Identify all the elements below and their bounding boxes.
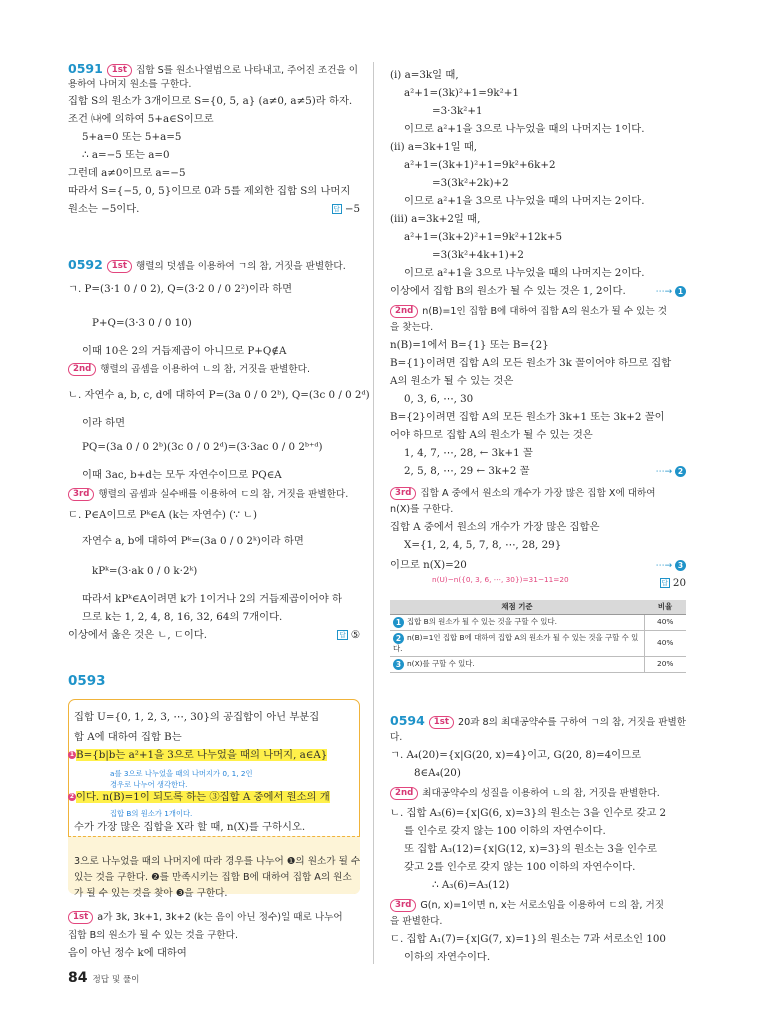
text-line: [390, 502, 453, 517]
text-line: [82, 130, 181, 144]
score-criteria: [390, 614, 644, 630]
text-line: [68, 362, 310, 377]
text-line: [68, 112, 214, 126]
line-text: n(B)=1에서 B={1} 또는 B={2}: [390, 339, 549, 351]
step-circle: 2: [675, 466, 686, 477]
text-line: [390, 428, 593, 442]
text-line: [68, 388, 370, 402]
text-line: [390, 914, 442, 929]
answer-value: −5: [344, 203, 360, 215]
line-text: (ⅲ) a=3k+2일 때,: [390, 213, 481, 225]
line-text: 따라서 S={−5, 0, 5}이므로 0과 5를 제외한 집합 S의 나머지: [68, 185, 351, 197]
text-line: [404, 392, 473, 406]
text-line: [404, 464, 530, 478]
text-line: [74, 710, 319, 724]
text-line: [404, 538, 561, 552]
score-ratio: 20%: [644, 656, 686, 672]
line-text: 있는 것을 구한다. ❷를 만족시키는 집합 B에 대하여 집합 A의 원소: [74, 872, 352, 883]
text-line: [68, 910, 343, 925]
text-line: [68, 487, 348, 502]
line-text: 이므로 a²+1을 3으로 나누었을 때의 나머지는 2이다.: [404, 267, 645, 279]
line-text: a²+1=(3k)²+1=9k²+1: [404, 87, 519, 99]
line-text: 집합 A 중에서 원소의 개수가 가장 많은 집합은: [390, 521, 600, 533]
text-line: [82, 592, 342, 606]
step-tag: 1st: [68, 911, 93, 924]
line-text: ㄷ. P∈A이므로 Pᵏ∈A (k는 자연수) (∵ ㄴ): [68, 509, 258, 521]
text-line: [68, 628, 207, 642]
line-text: a를 3으로 나누었을 때의 나머지가 0, 1, 2인: [110, 769, 253, 778]
line-text: B={2}이려면 집합 A의 모든 원소가 3k+1 또는 3k+2 꼴이: [390, 411, 665, 423]
line-text: 집합 S를 원소나열법으로 나타내고, 주어진 조건을 이: [136, 65, 359, 76]
text-line: [74, 870, 352, 885]
line-text: a²+1=(3k+2)²+1=9k²+12k+5: [404, 231, 563, 243]
step-tag: 2nd: [390, 305, 418, 318]
line-text: 이다. n(B)=1이 되도록 하는 ③집합 A 중에서 원소의 개: [76, 791, 330, 803]
line-text: 합 A에 대하여 집합 B는: [74, 731, 182, 743]
step-circle: 1: [675, 286, 686, 297]
score-criteria: [390, 630, 644, 656]
answer: [337, 628, 360, 642]
line-text: G(n, x)=1이면 n, x는 서로소임을 이용하여 ㄷ의 참, 거짓: [420, 900, 665, 911]
problem-number: 0591: [68, 61, 103, 76]
line-text: 따라서 kPᵏ∈A이려면 k가 1이거나 2의 거듭제곱이어야 하: [82, 593, 342, 605]
line-text: 어야 하므로 집합 A의 원소가 될 수 있는 것은: [390, 429, 593, 441]
text-line: [404, 86, 519, 100]
line-text: 이상에서 옳은 것은 ㄴ, ㄷ이다.: [68, 629, 207, 641]
score-ratio: 40%: [644, 630, 686, 656]
text-line: [68, 94, 352, 108]
line-text: 수가 가장 많은 집합을 X라 할 때, n(X)를 구하시오.: [74, 821, 306, 833]
score-text: n(X)를 구할 수 있다.: [407, 659, 475, 668]
line-text: 집합 U={0, 1, 2, 3, ⋯, 30}의 공집합이 아닌 부분집: [74, 711, 320, 723]
answer-icon: 답: [661, 579, 668, 587]
text-line: [68, 928, 238, 943]
line-text: (ⅰ) a=3k일 때,: [390, 69, 459, 81]
line-text: 을 판별한다.: [390, 916, 443, 927]
text-line: [92, 564, 197, 578]
text-line: [68, 77, 191, 92]
answer-icon: 답: [333, 205, 340, 213]
text-line: [404, 158, 556, 172]
text-line: [432, 572, 569, 587]
line-text: ∴ A₃(6)=A₃(12): [432, 879, 510, 891]
arrow-icon: ⋯→: [655, 561, 675, 571]
text-line: [68, 202, 139, 216]
text-line: [390, 806, 666, 820]
line-text: X={1, 2, 4, 5, 7, 8, ⋯, 28, 29}: [404, 539, 562, 551]
text-line: [82, 148, 170, 162]
line-text: 행렬의 곱셈과 실수배를 이용하여 ㄷ의 참, 거짓을 판별한다.: [98, 489, 349, 500]
text-line: [390, 68, 459, 82]
line-text: 자연수 a, b에 대하여 Pᵏ=(3a 0 / 0 2ᵏ)이라 하면: [82, 535, 304, 547]
line-text: 이때 3ac, b+d는 모두 자연수이므로 PQ∈A: [82, 469, 282, 481]
step-tag: 3rd: [390, 487, 416, 500]
text-line: [68, 282, 292, 296]
text-line: [390, 486, 656, 501]
line-text: 조건 ㈏에 의하여 5+a∈S이므로: [68, 113, 214, 125]
line-text: 집합 A 중에서 원소의 개수가 가장 많은 집합 X에 대하여: [420, 488, 656, 499]
score-header-ratio: 비율: [644, 600, 686, 614]
answer-value: ⑤: [350, 629, 360, 641]
text-line: [390, 786, 660, 801]
step-circle: 3: [393, 659, 404, 670]
step-tag: 1st: [107, 64, 132, 77]
line-text: n(X)를 구한다.: [390, 504, 454, 515]
line-text: ㄴ. 집합 A₃(6)={x|G(6, x)=3}의 원소는 3을 인수로 갖고 2: [390, 807, 667, 819]
text-line: [82, 468, 282, 482]
text-line: [68, 258, 346, 274]
text-line: [390, 730, 402, 745]
text-line: [404, 230, 562, 244]
text-line: [74, 886, 227, 901]
text-line: [82, 416, 125, 430]
line-text: a가 3k, 3k+1, 3k+2 (k는 음이 아닌 정수)일 때로 나누어: [97, 912, 343, 923]
line-text: B={b|b는 a²+1을 3으로 나누었을 때의 나머지, a∈A}: [76, 749, 328, 761]
line-text: 3으로 나누었을 때의 나머지에 따라 경우를 나누어 ❶의 원소가 될 수: [74, 856, 361, 867]
line-text: 이때 10은 2의 거듭제곱이 아니므로 P+Q∉A: [82, 345, 287, 357]
text-line: [390, 304, 667, 319]
line-text: 집합 S의 원소가 3개이므로 S={0, 5, a} (a≠0, a≠5)라 하자.: [68, 95, 353, 107]
line-text: n(U)−n({0, 3, 6, ⋯, 30})=31−11=20: [432, 575, 569, 584]
text-line: [68, 946, 187, 960]
text-line: [404, 860, 635, 874]
line-text: 를 인수로 갖지 않는 100 이하의 자연수이다.: [404, 825, 606, 837]
line-text: 경우로 나누어 생각한다.: [110, 780, 188, 789]
text-line: [82, 344, 286, 358]
text-line: [404, 824, 606, 838]
arrow-icon: ⋯→: [655, 467, 675, 477]
text-line: [68, 508, 257, 522]
line-text: =3(3k²+2k)+2: [432, 177, 509, 189]
problem-number: 0593: [68, 673, 106, 689]
text-line: [68, 674, 110, 689]
line-text: 이상에서 집합 B의 원소가 될 수 있는 것은 1, 2이다.: [390, 285, 626, 297]
line-text: ㄴ. 자연수 a, b, c, d에 대하여 P=(3a 0 / 0 2ᵇ), Q=(3c 0 / 0 2ᵈ): [68, 389, 370, 401]
line-text: B={1}이려면 집합 A의 모든 원소가 3k 꼴이어야 하므로 집합: [390, 357, 672, 369]
answer-value: 20: [672, 577, 686, 589]
text-line: [82, 610, 282, 624]
line-text: a²+1=(3k+1)²+1=9k²+6k+2: [404, 159, 556, 171]
step-tag: 3rd: [390, 899, 416, 912]
line-text: 행렬의 덧셈을 이용하여 ㄱ의 참, 거짓을 판별한다.: [136, 261, 346, 272]
score-text: 집합 B의 원소가 될 수 있는 것을 구할 수 있다.: [407, 617, 557, 626]
text-line: [404, 266, 645, 280]
line-text: 집합 B의 원소가 1개이다.: [110, 809, 193, 818]
score-row: [390, 656, 686, 672]
line-text: 갖고 2를 인수로 갖지 않는 100 이하의 자연수이다.: [404, 861, 636, 873]
problem-number: 0594: [390, 713, 425, 728]
condition-marker: 1: [69, 751, 75, 758]
line-text: ㄱ. A₄(20)={x|G(20, x)=4}이고, G(20, 8)=4이므로: [390, 749, 642, 761]
line-text: 을 찾는다.: [390, 322, 434, 333]
step-circle: 3: [675, 560, 686, 571]
text-line: [74, 730, 182, 744]
text-line: [390, 212, 480, 226]
step-tag: 2nd: [68, 363, 96, 376]
step-circle: 1: [393, 617, 404, 628]
line-text: 이므로 a²+1을 3으로 나누었을 때의 나머지는 2이다.: [404, 195, 645, 207]
text-line: [390, 748, 641, 762]
line-text: 5+a=0 또는 5+a=5: [82, 131, 182, 143]
line-text: ∴ a=−5 또는 a=0: [82, 149, 170, 161]
line-text: 가 될 수 있는 것을 찾아 ❸을 구한다.: [74, 888, 228, 899]
text-line: [390, 714, 686, 730]
line-text: 원소는 −5이다.: [68, 203, 140, 215]
step-tag: 1st: [429, 716, 454, 729]
line-text: 행렬의 곱셈을 이용하여 ㄴ의 참, 거짓을 판별한다.: [100, 364, 310, 375]
text-line: [390, 284, 626, 298]
line-text: 이므로 n(X)=20: [390, 559, 467, 571]
problem-number: 0592: [68, 257, 103, 272]
text-line: [390, 520, 599, 534]
line-text: 8∈A₄(20): [414, 767, 461, 779]
answer: [660, 576, 686, 590]
text-line: [432, 878, 509, 892]
line-text: A의 원소가 될 수 있는 것은: [390, 375, 514, 387]
answer-icon: 답: [339, 631, 346, 639]
line-text: 이라 하면: [82, 417, 126, 429]
line-text: =3·3k²+1: [432, 105, 483, 117]
line-text: (ⅱ) a=3k+1일 때,: [390, 141, 478, 153]
line-text: 1, 4, 7, ⋯, 28, ← 3k+1 꼴: [404, 447, 533, 459]
column-divider: [373, 62, 374, 964]
page-footer: [68, 970, 139, 986]
text-line: [432, 248, 524, 262]
text-line: [68, 184, 350, 198]
line-text: kPᵏ=(3·ak 0 / 0 k·2ᵏ): [92, 565, 198, 577]
text-line: [390, 356, 671, 370]
line-text: 2, 5, 8, ⋯, 29 ← 3k+2 꼴: [404, 465, 530, 477]
text-line: [404, 122, 645, 136]
line-text: 이하의 자연수이다.: [404, 951, 491, 963]
text-line: [404, 194, 645, 208]
text-line: [404, 950, 490, 964]
line-text: 이므로 a²+1을 3으로 나누었을 때의 나머지는 1이다.: [404, 123, 645, 135]
score-header-criteria: 채점 기준: [390, 600, 644, 614]
step-tag: 3rd: [68, 488, 94, 501]
answer: [332, 202, 360, 216]
score-row: [390, 614, 686, 630]
line-text: ㄱ. P=(3·1 0 / 0 2), Q=(3·2 0 / 0 2²)이라 하면: [68, 283, 293, 295]
line-text: 음이 아닌 정수 k에 대하여: [68, 947, 187, 959]
arrow-icon: ⋯→: [655, 287, 675, 297]
text-line: [68, 166, 186, 180]
text-line: [432, 104, 483, 118]
text-line: [390, 320, 433, 335]
line-text: 또 집합 A₃(12)={x|G(12, x)=3}의 원소는 3을 인수로: [404, 843, 657, 855]
text-line: [68, 748, 327, 762]
text-line: [82, 534, 304, 548]
step-marker: [656, 464, 686, 479]
text-line: [390, 932, 666, 946]
score-ratio: 40%: [644, 614, 686, 630]
line-text: 므로 k는 1, 2, 4, 8, 16, 32, 64의 7개이다.: [82, 611, 283, 623]
line-text: 20과 8의 최대공약수를 구하여 ㄱ의 참, 거짓을 판별한: [458, 717, 687, 728]
text-line: [414, 766, 461, 780]
step-tag: 2nd: [390, 787, 418, 800]
step-marker: [656, 558, 686, 573]
page-number: 84: [68, 970, 88, 986]
text-line: [74, 854, 360, 869]
text-line: [68, 790, 330, 804]
line-text: 다.: [390, 732, 403, 743]
step-marker: [656, 284, 686, 299]
step-tag: 1st: [107, 260, 132, 273]
score-criteria: [390, 656, 644, 672]
text-line: [390, 410, 665, 424]
line-text: ㄷ. 집합 A₁(7)={x|G(7, x)=1}의 원소는 7과 서로소인 100: [390, 933, 666, 945]
line-text: n(B)=1인 집합 B에 대하여 집합 A의 원소가 될 수 있는 것: [422, 306, 667, 317]
text-line: [404, 446, 533, 460]
line-text: 최대공약수의 성질을 이용하여 ㄴ의 참, 거짓을 판별한다.: [422, 788, 660, 799]
line-text: 그런데 a≠0이므로 a=−5: [68, 167, 186, 179]
section-title: 정답 및 풀이: [92, 975, 140, 985]
text-line: [390, 374, 513, 388]
text-line: [68, 62, 358, 78]
step-circle: 2: [393, 633, 404, 644]
text-line: [390, 558, 467, 572]
line-text: =3(3k²+4k+1)+2: [432, 249, 524, 261]
condition-marker: 2: [69, 793, 75, 800]
line-text: 용하여 나머지 원소를 구한다.: [68, 79, 192, 90]
scoring-table: [390, 600, 686, 673]
text-line: [432, 176, 509, 190]
text-line: [390, 338, 549, 352]
score-text: n(B)=1인 집합 B에 대하여 집합 A의 원소가 될 수 있는 것을 구할 수 있다.: [393, 633, 639, 653]
text-line: [110, 806, 192, 821]
text-line: [404, 842, 657, 856]
line-text: PQ=(3a 0 / 0 2ᵇ)(3c 0 / 0 2ᵈ)=(3·3ac 0 / 0 2ᵇ⁺ᵈ): [82, 441, 323, 453]
text-line: [82, 440, 323, 454]
text-line: [92, 316, 192, 330]
line-text: 0, 3, 6, ⋯, 30: [404, 393, 474, 405]
line-text: P+Q=(3·3 0 / 0 10): [92, 317, 192, 329]
text-line: [74, 820, 305, 834]
score-row: [390, 630, 686, 656]
text-line: [390, 898, 664, 913]
line-text: 집합 B의 원소가 될 수 있는 것을 구한다.: [68, 930, 238, 941]
text-line: [390, 140, 477, 154]
